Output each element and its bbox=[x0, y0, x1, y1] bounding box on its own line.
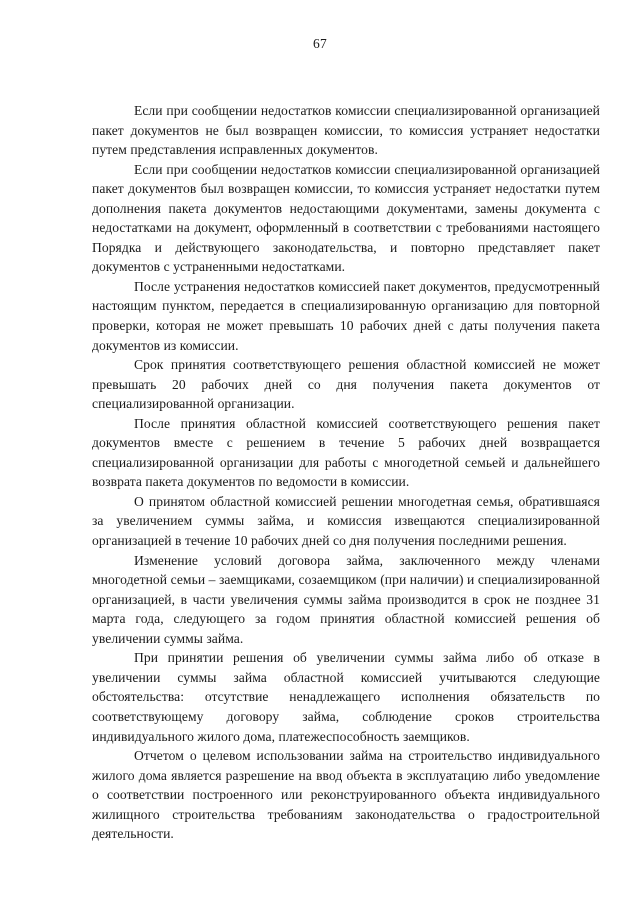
document-body bbox=[92, 101, 600, 844]
paragraph: О принятом областной комиссией решении многодетная семья, обратившаяся за увеличением суммы займа, и комиссия извещаются специализированной организацией в течение 10 рабочих дней со дня получения последними решения. bbox=[92, 493, 600, 549]
page-number: 67 bbox=[312, 36, 328, 51]
paragraph: Срок принятия соответствующего решения областной комиссией не может превышать 20 рабочих дней со дня получения пакета документов от специализированной организации. bbox=[92, 357, 600, 412]
paragraph: После принятия областной комиссией соответствующего решения пакет документов вместе с решением в течение 5 рабочих дней возвращается специализированной организации для работы с многодетной семьей и дальнейшего возврата пакета документов по ведомости в комиссии. bbox=[92, 415, 600, 490]
paragraph: Изменение условий договора займа, заключенного между членами многодетной семьи – заемщиками, созаемщиком (при наличии) и специализированной организацией, в части увеличения суммы займа производится в срок не позднее 31 марта года, следующего за годом принятия областной комиссией решения об увеличении суммы займа. bbox=[92, 552, 600, 646]
paragraph: Отчетом о целевом использовании займа на строительство индивидуального жилого дома является разрешение на ввод объекта в эксплуатацию либо уведомление о соответствии построенного или реконструированного объекта индивидуального жилищного строительства требованиям законодательства о градостроительной деятельности. bbox=[92, 748, 600, 842]
paragraph: После устранения недостатков комиссией пакет документов, предусмотренный настоящим пунктом, передается в специализированную организацию для повторной проверки, которая не может превышать 10 рабочих дней с даты получения пакета документов из комиссии. bbox=[92, 278, 600, 353]
paragraph: Если при сообщении недостатков комиссии специализированной организацией пакет документов не был возвращен комиссии, то комиссия устраняет недостатки путем представления исправленных документов. bbox=[92, 103, 600, 158]
paragraph: При принятии решения об увеличении суммы займа либо об отказе в увеличении суммы займа областной комиссией учитываются следующие обстоятельства: отсутствие ненадлежащего исполнения обязательств по соответствующему договору займа, соблюдение сроков строительства индивидуального жилого дома, платежеспособность заемщиков. bbox=[92, 650, 600, 744]
paragraph: Если при сообщении недостатков комиссии специализированной организацией пакет документов был возвращен комиссии, то комиссия устраняет недостатки путем дополнения пакета документов недостающими документами, замены документа с недостатками на документ, оформленный в соответствии с требованиями настоящего Порядка и действующего законодательства, и повторно представляет пакет документов с устраненными недостатками. bbox=[92, 161, 600, 275]
